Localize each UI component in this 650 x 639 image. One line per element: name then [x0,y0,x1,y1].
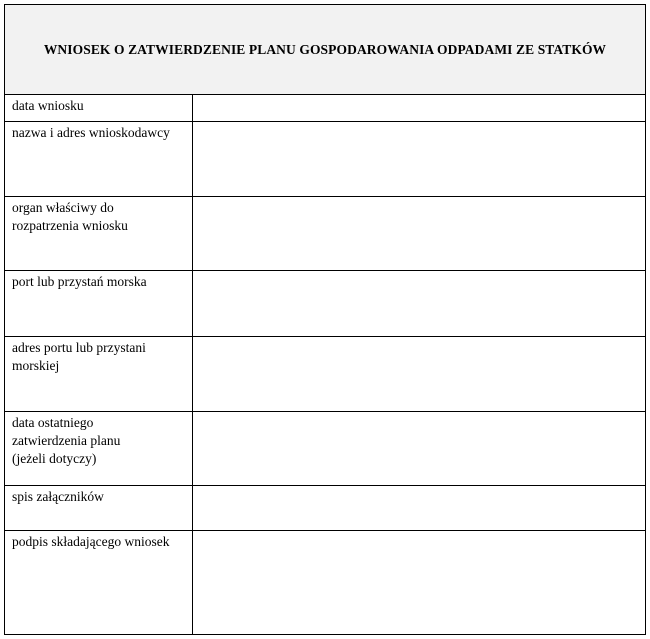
row-label: port lub przystań morska [5,271,193,336]
form-row-applicant-name-address [5,122,645,197]
row-label: data wniosku [5,95,193,121]
form-row-port [5,271,645,337]
form-row-port-address [5,337,645,412]
form-title: WNIOSEK O ZATWIERDZENIE PLANU GOSPODAROWANIA ODPADAMI ZE STATKÓW [5,5,645,95]
form-row-last-approval-date [5,412,645,486]
row-label: data ostatniego zatwierdzenia planu (jeżeli dotyczy) [5,412,193,485]
last-approval-date-field[interactable] [193,412,645,485]
attachments-field[interactable] [193,486,645,530]
signature-field[interactable] [193,531,645,634]
form-row-competent-authority [5,197,645,271]
competent-authority-field[interactable] [193,197,645,270]
port-field[interactable] [193,271,645,336]
application-form [4,4,646,635]
form-row-application-date [5,95,645,122]
row-label: adres portu lub przystani morskiej [5,337,193,411]
port-address-field[interactable] [193,337,645,411]
row-label: podpis składającego wniosek [5,531,193,634]
applicant-name-address-field[interactable] [193,122,645,196]
row-label: organ właściwy do rozpatrzenia wniosku [5,197,193,270]
row-label: spis załączników [5,486,193,530]
row-label: nazwa i adres wnioskodawcy [5,122,193,196]
form-row-signature [5,531,645,634]
application-date-field[interactable] [193,95,645,121]
form-row-attachments [5,486,645,531]
